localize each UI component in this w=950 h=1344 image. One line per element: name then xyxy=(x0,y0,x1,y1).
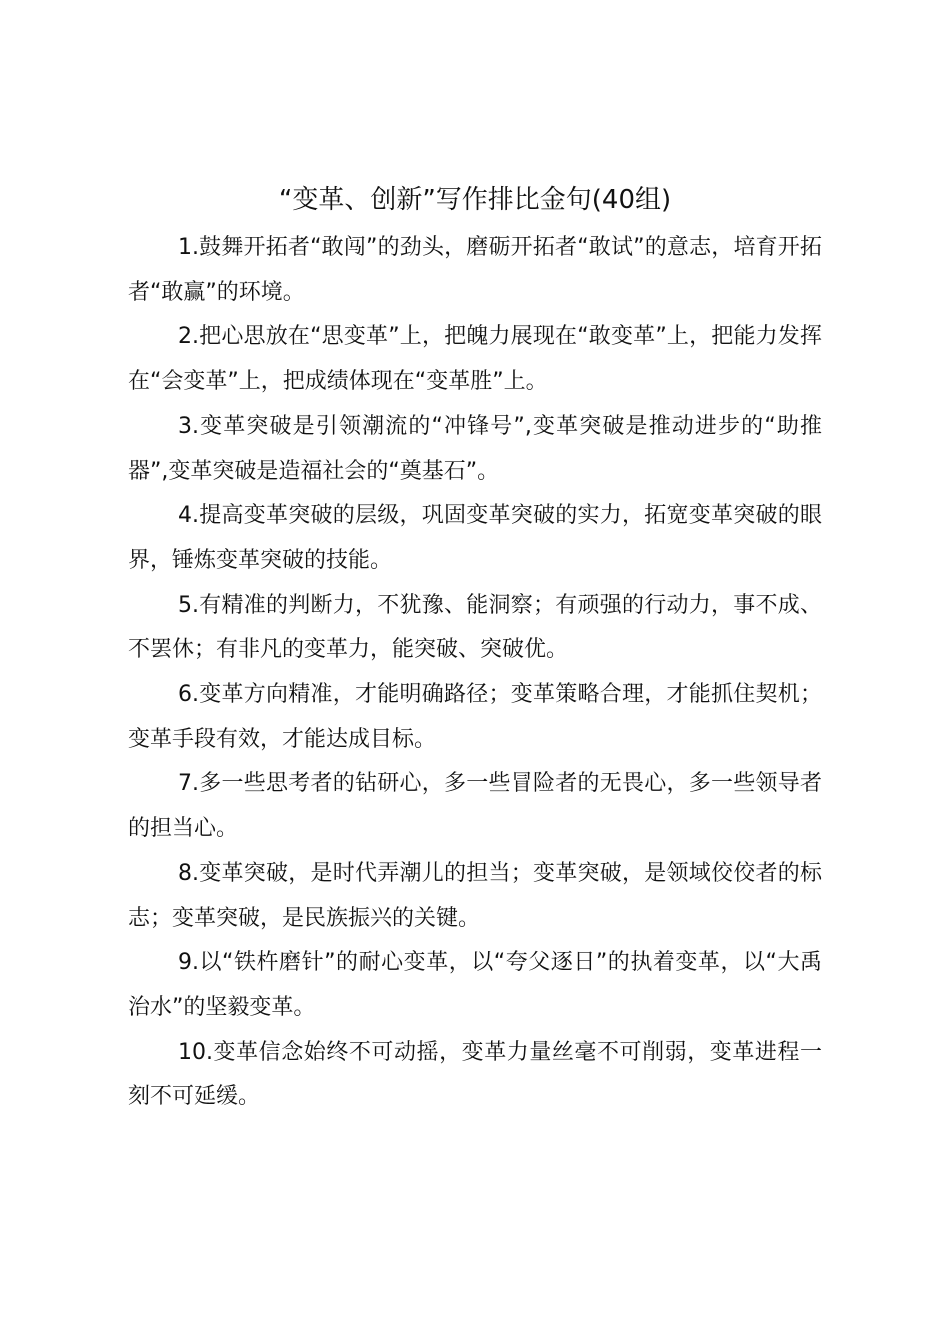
list-item: 5.有精准的判断力，不犹豫、能洞察；有顽强的行动力，事不成、不罢休；有非凡的变革力，能突破、突破优。 xyxy=(128,592,822,663)
document-title: “变革、创新”写作排比金句(40组) xyxy=(278,185,672,215)
list-item: 2.把心思放在“思变革”上，把魄力展现在“敢变革”上，把能力发挥在“会变革”上，把成绩体现在“变革胜”上。 xyxy=(128,324,822,395)
list-item: 10.变革信念始终不可动摇，变革力量丝毫不可削弱，变革进程一刻不可延缓。 xyxy=(128,1039,822,1110)
list-item: 3.变革突破是引领潮流的“冲锋号”,变革突破是推动进步的“助推器”,变革突破是造福社会的“奠基石”。 xyxy=(128,413,822,484)
list-item: 4.提高变革突破的层级，巩固变革突破的实力，拓宽变革突破的眼界，锤炼变革突破的技能。 xyxy=(128,503,822,573)
list-item: 6.变革方向精准，才能明确路径；变革策略合理，才能抓住契机；变革手段有效，才能达成目标。 xyxy=(128,682,822,752)
list-item: 7.多一些思考者的钻研心，多一些冒险者的无畏心，多一些领导者的担当心。 xyxy=(128,771,822,842)
list-item: 1.鼓舞开拓者“敢闯”的劲头，磨砺开拓者“敢试”的意志，培育开拓者“敢赢”的环境。 xyxy=(128,235,822,305)
item-list xyxy=(128,226,822,1120)
list-item: 9.以“铁杵磨针”的耐心变革，以“夸父逐日”的执着变革，以“大禹治水”的坚毅变革。 xyxy=(128,950,822,1020)
list-item: 8.变革突破，是时代弄潮儿的担当；变革突破，是领域佼佼者的标志；变革突破，是民族振兴的关键。 xyxy=(128,860,822,931)
